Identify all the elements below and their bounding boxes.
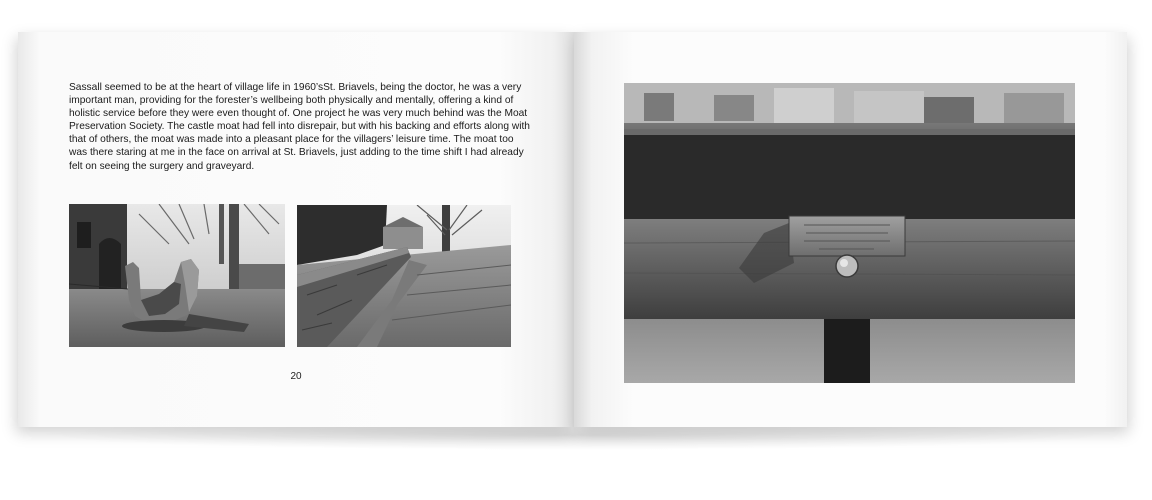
page-number: 20 <box>290 371 302 382</box>
bench-memorial-plaque-photo <box>624 83 1075 383</box>
carved-tree-stump-photo <box>69 204 285 347</box>
left-page <box>18 32 574 427</box>
body-paragraph: Sassall seemed to be at the heart of village life in 1960’sSt. Briavels, being the doctor, he was a very important man, providing for the forester’s wellbeing both physically and mentally, offering a kind of holistic service before they were even thought of. One project he was very much behind was the Moat Preservation Society. The castle moat had fell into disrepair, but with his backing and efforts along with that of others, the moat was made into a pleasant place for the villagers’ leisure time. The moat too was there staring at me in the face on arrival at St. Briavels, just adding to the time shift I had already felt on seeing the surgery and graveyard. <box>69 82 530 172</box>
right-page <box>574 32 1127 427</box>
moat-wall-path-photo <box>297 205 511 347</box>
